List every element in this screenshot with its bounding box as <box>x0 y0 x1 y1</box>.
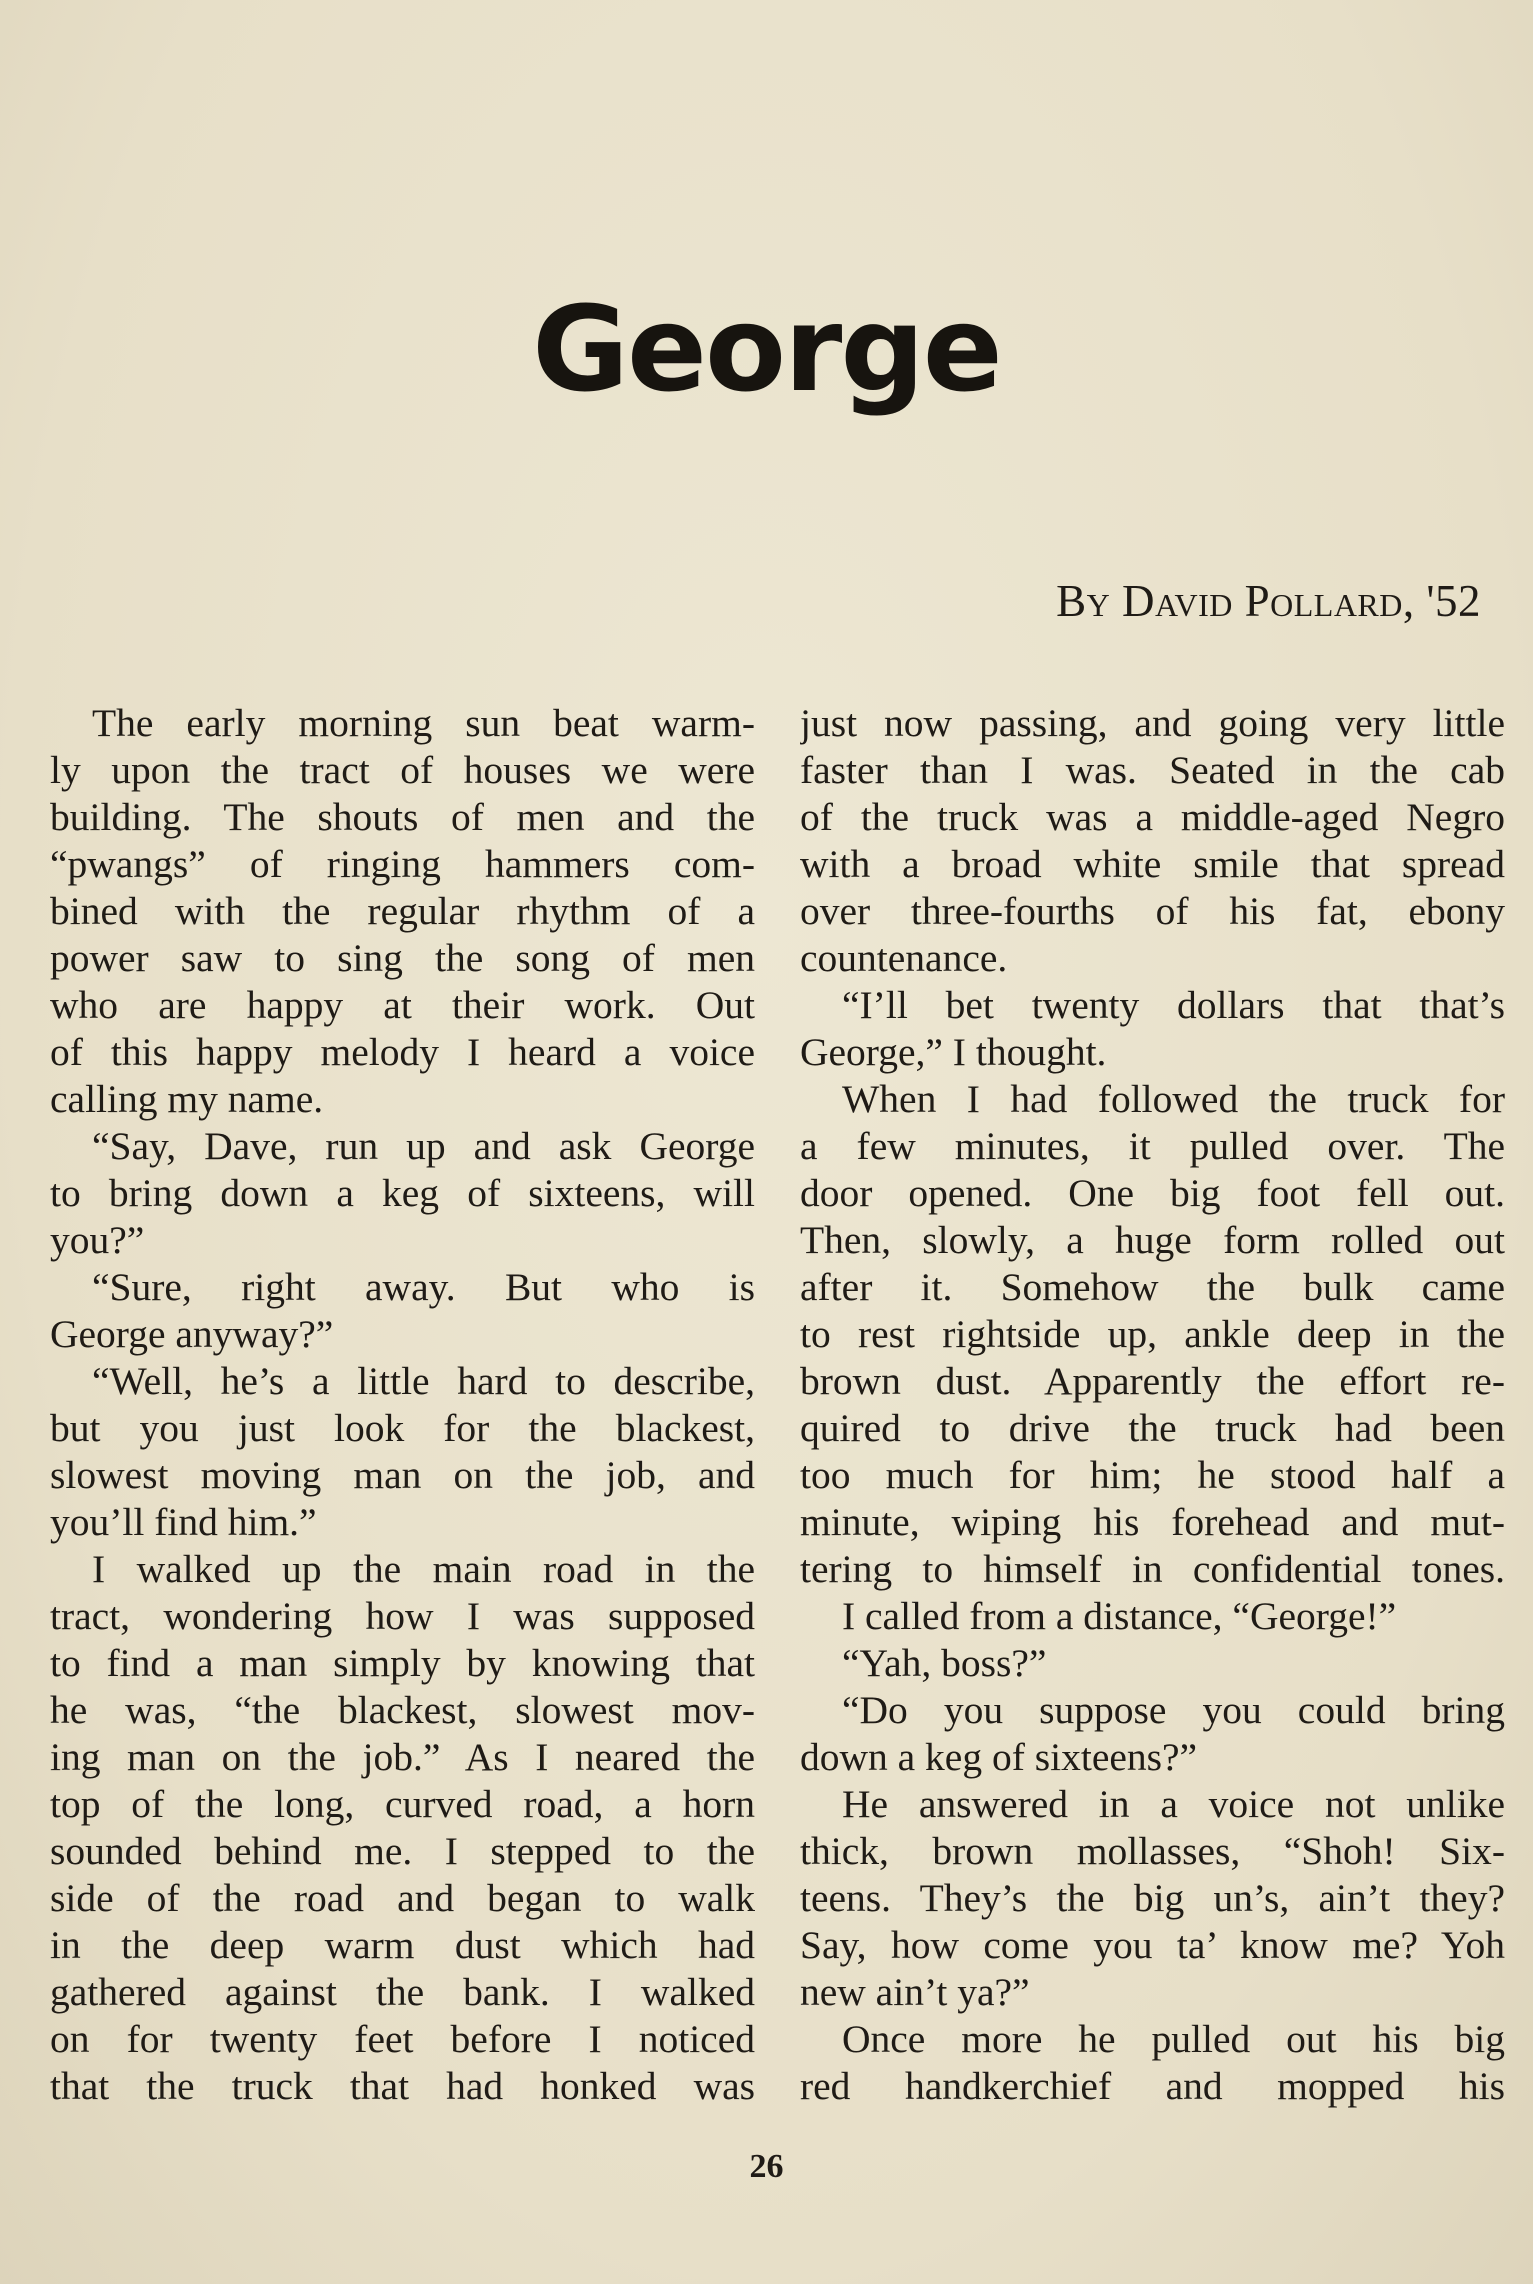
text-line-content: ly upon the tract of houses we were <box>50 748 755 792</box>
text-line <box>50 1029 755 1076</box>
text-line <box>800 1311 1505 1358</box>
text-line <box>50 1123 755 1170</box>
text-line <box>50 1358 755 1405</box>
text-line <box>800 2063 1505 2110</box>
text-line <box>800 747 1505 794</box>
text-line-content: that the truck that had honked was <box>50 2064 755 2108</box>
text-line-content: with a broad white smile that spread <box>800 842 1505 886</box>
text-line <box>50 1217 755 1264</box>
text-line-content: Say, how come you ta’ know me? Yoh <box>800 1923 1505 1967</box>
text-line <box>800 1546 1505 1593</box>
text-line-content: “I’ll bet twenty dollars that that’s <box>842 983 1505 1027</box>
text-line <box>800 935 1505 982</box>
text-line <box>50 1264 755 1311</box>
text-line <box>50 1640 755 1687</box>
text-line-content: to bring down a keg of sixteens, will <box>50 1171 755 1215</box>
text-line-content: I walked up the main road in the <box>92 1547 755 1591</box>
text-line <box>50 1687 755 1734</box>
text-line-content: you?” <box>50 1218 145 1262</box>
text-line-content: side of the road and began to walk <box>50 1876 755 1920</box>
text-line-content: too much for him; he stood half a <box>800 1453 1505 1497</box>
text-line-content: sounded behind me. I stepped to the <box>50 1829 755 1873</box>
text-line <box>50 794 755 841</box>
text-line-content: Once more he pulled out his big <box>842 2017 1505 2061</box>
text-line <box>800 1781 1505 1828</box>
text-line-content: bined with the regular rhythm of a <box>50 889 755 933</box>
right-text-column <box>800 700 1505 2110</box>
text-line-content: George anyway?” <box>50 1312 334 1356</box>
text-line-content: George,” I thought. <box>800 1030 1107 1074</box>
text-line <box>800 700 1505 747</box>
text-line <box>800 1969 1505 2016</box>
text-line <box>800 1123 1505 1170</box>
text-line-content: power saw to sing the song of men <box>50 936 755 980</box>
text-line <box>50 935 755 982</box>
text-line <box>800 1922 1505 1969</box>
text-line-content: after it. Somehow the bulk came <box>800 1265 1505 1309</box>
text-line <box>800 1452 1505 1499</box>
text-line-content: to rest rightside up, ankle deep in the <box>800 1312 1505 1356</box>
text-line <box>50 1781 755 1828</box>
text-line <box>50 1076 755 1123</box>
text-line-content: over three-fourths of his fat, ebony <box>800 889 1505 933</box>
text-line-content: countenance. <box>800 936 1008 980</box>
text-line-content: “Yah, boss?” <box>842 1641 1047 1685</box>
text-line-content: in the deep warm dust which had <box>50 1923 755 1967</box>
text-line-content: slowest moving man on the job, and <box>50 1453 755 1497</box>
text-line <box>800 1640 1505 1687</box>
text-line <box>800 1170 1505 1217</box>
text-line-content: new ain’t ya?” <box>800 1970 1030 2014</box>
text-line <box>800 1217 1505 1264</box>
text-line <box>50 1170 755 1217</box>
text-line-content: on for twenty feet before I noticed <box>50 2017 755 2061</box>
article-title: George <box>532 280 1001 418</box>
text-line <box>50 1311 755 1358</box>
text-line-content: He answered in a voice not unlike <box>842 1782 1505 1826</box>
text-line-content: brown dust. Apparently the effort re- <box>800 1359 1505 1403</box>
text-line-content: “Say, Dave, run up and ask George <box>92 1124 755 1168</box>
text-line <box>800 1029 1505 1076</box>
text-line <box>800 841 1505 888</box>
text-line <box>50 747 755 794</box>
text-line-content: The early morning sun beat warm- <box>92 701 755 745</box>
text-line-content: “Well, he’s a little hard to describe, <box>92 1359 755 1403</box>
text-line <box>800 1593 1505 1640</box>
text-line <box>800 1499 1505 1546</box>
text-line-content: I called from a distance, “George!” <box>842 1594 1397 1638</box>
text-line <box>800 1076 1505 1123</box>
text-line <box>50 1452 755 1499</box>
text-line-content: teens. They’s the big un’s, ain’t they? <box>800 1876 1505 1920</box>
text-line-content: gathered against the bank. I walked <box>50 1970 755 2014</box>
text-line-content: faster than I was. Seated in the cab <box>800 748 1505 792</box>
article-byline: By David Pollard, '52 <box>1056 576 1481 626</box>
text-line-content: tering to himself in confidential tones. <box>800 1547 1505 1591</box>
text-line-content: “pwangs” of ringing hammers com- <box>50 842 755 886</box>
text-line <box>50 1969 755 2016</box>
text-line <box>800 1734 1505 1781</box>
text-line-content: ing man on the job.” As I neared the <box>50 1735 755 1779</box>
left-text-column <box>50 700 755 2110</box>
text-line-content: quired to drive the truck had been <box>800 1406 1505 1450</box>
text-line <box>800 888 1505 935</box>
text-line <box>50 1828 755 1875</box>
text-line-content: When I had followed the truck for <box>842 1077 1505 1121</box>
text-line-content: minute, wiping his forehead and mut- <box>800 1500 1505 1544</box>
text-line <box>50 2063 755 2110</box>
text-line-content: “Sure, right away. But who is <box>92 1265 755 1309</box>
text-line <box>50 1546 755 1593</box>
text-line <box>800 1828 1505 1875</box>
text-line <box>800 1405 1505 1452</box>
text-line <box>50 2016 755 2063</box>
text-line <box>50 888 755 935</box>
text-line-content: door opened. One big foot fell out. <box>800 1171 1505 1215</box>
text-line-content: a few minutes, it pulled over. The <box>800 1124 1505 1168</box>
text-line-content: tract, wondering how I was supposed <box>50 1594 755 1638</box>
text-line-content: top of the long, curved road, a horn <box>50 1782 755 1826</box>
text-line-content: but you just look for the blackest, <box>50 1406 755 1450</box>
text-line-content: you’ll find him.” <box>50 1500 317 1544</box>
text-line-content: to find a man simply by knowing that <box>50 1641 755 1685</box>
text-line-content: thick, brown mollasses, “Shoh! Six- <box>800 1829 1505 1873</box>
text-line <box>50 1875 755 1922</box>
text-line-content: just now passing, and going very little <box>800 701 1505 745</box>
text-line-content: Then, slowly, a huge form rolled out <box>800 1218 1505 1262</box>
text-line <box>800 1687 1505 1734</box>
text-line <box>50 1593 755 1640</box>
text-line-content: red handkerchief and mopped his <box>800 2064 1505 2108</box>
text-line <box>800 1264 1505 1311</box>
text-line <box>50 700 755 747</box>
text-line <box>800 982 1505 1029</box>
text-line-content: calling my name. <box>50 1077 324 1121</box>
text-line <box>800 2016 1505 2063</box>
text-line-content: of the truck was a middle-aged Negro <box>800 795 1505 839</box>
text-line <box>50 1405 755 1452</box>
text-line <box>50 841 755 888</box>
text-line-content: of this happy melody I heard a voice <box>50 1030 755 1074</box>
text-line <box>50 982 755 1029</box>
text-line <box>50 1734 755 1781</box>
text-line <box>50 1499 755 1546</box>
text-line-content: “Do you suppose you could bring <box>842 1688 1505 1732</box>
text-line-content: who are happy at their work. Out <box>50 983 755 1027</box>
text-line-content: he was, “the blackest, slowest mov- <box>50 1688 755 1732</box>
text-line <box>800 1875 1505 1922</box>
text-line-content: down a keg of sixteens?” <box>800 1735 1198 1779</box>
text-line-content: building. The shouts of men and the <box>50 795 755 839</box>
text-line <box>800 794 1505 841</box>
text-line <box>800 1358 1505 1405</box>
text-line <box>50 1922 755 1969</box>
page-number: 26 <box>749 2148 784 2185</box>
